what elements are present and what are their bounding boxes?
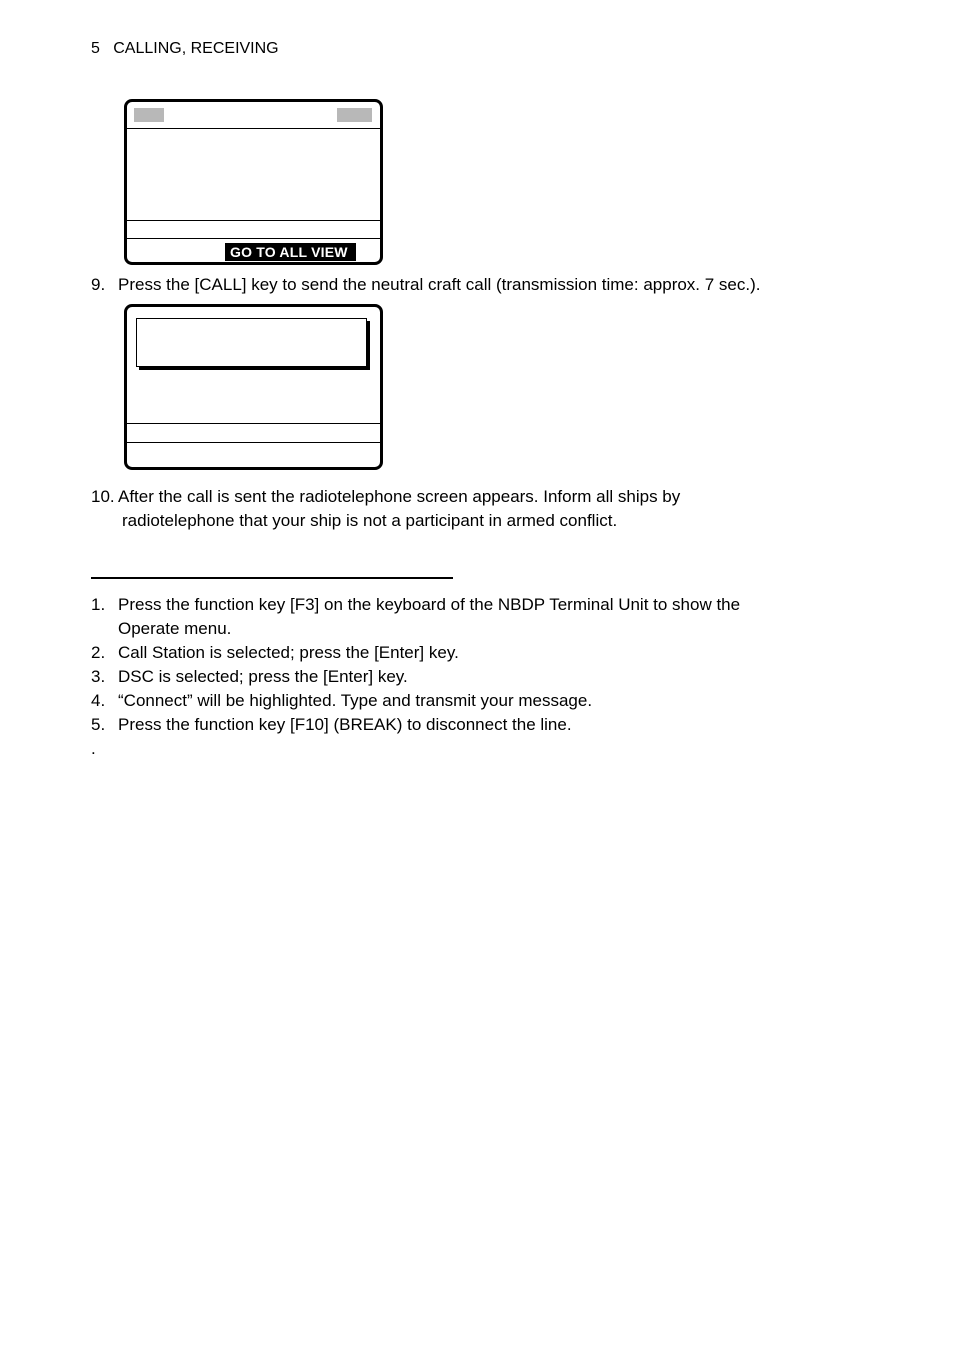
transmitting-popup xyxy=(136,318,367,367)
step-text: “Connect” will be highlighted. Type and transmit your message. xyxy=(118,691,593,710)
dsc-screen-illustration-1 xyxy=(124,99,383,265)
section-rule xyxy=(91,577,453,579)
screen-divider-bottom xyxy=(127,238,380,239)
running-header xyxy=(91,40,279,58)
step-text: Operate menu. xyxy=(118,619,232,638)
status-indicator-right xyxy=(337,108,372,122)
step-number: 5. xyxy=(91,715,106,734)
screen-divider-bottom xyxy=(127,442,380,443)
screen-divider-middle xyxy=(127,220,380,221)
step-text: Press the function key [F3] on the keyboard of the NBDP Terminal Unit to show the xyxy=(118,595,741,614)
dsc-screen-illustration-2 xyxy=(124,304,383,470)
step-number: 2. xyxy=(91,643,106,662)
screen-divider-middle xyxy=(127,423,380,424)
screen-divider-top xyxy=(127,128,380,129)
trailing-mark: . xyxy=(91,739,96,758)
step-text: radiotelephone that your ship is not a participant in armed conflict. xyxy=(122,511,618,530)
step-number: 10. xyxy=(91,487,115,506)
step-number: 3. xyxy=(91,667,106,686)
status-indicator-left xyxy=(134,108,164,122)
chapter-title: CALLING, RECEIVING xyxy=(113,40,279,57)
chapter-number: 5 xyxy=(91,40,100,57)
step-text: After the call is sent the radiotelephone screen appears. Inform all ships by xyxy=(118,487,681,506)
step-number: 1. xyxy=(91,595,106,614)
step-text: Call Station is selected; press the [Enter] key. xyxy=(118,643,459,662)
step-number: 4. xyxy=(91,691,106,710)
step-text: DSC is selected; press the [Enter] key. xyxy=(118,667,408,686)
step-text: Press the function key [F10] (BREAK) to disconnect the line. xyxy=(118,715,572,734)
step-text: Press the [CALL] key to send the neutral craft call (transmission time: approx. 7 sec.). xyxy=(118,275,761,294)
step-number: 9. xyxy=(91,275,106,294)
go-to-all-view-button[interactable]: GO TO ALL VIEW xyxy=(225,243,356,261)
